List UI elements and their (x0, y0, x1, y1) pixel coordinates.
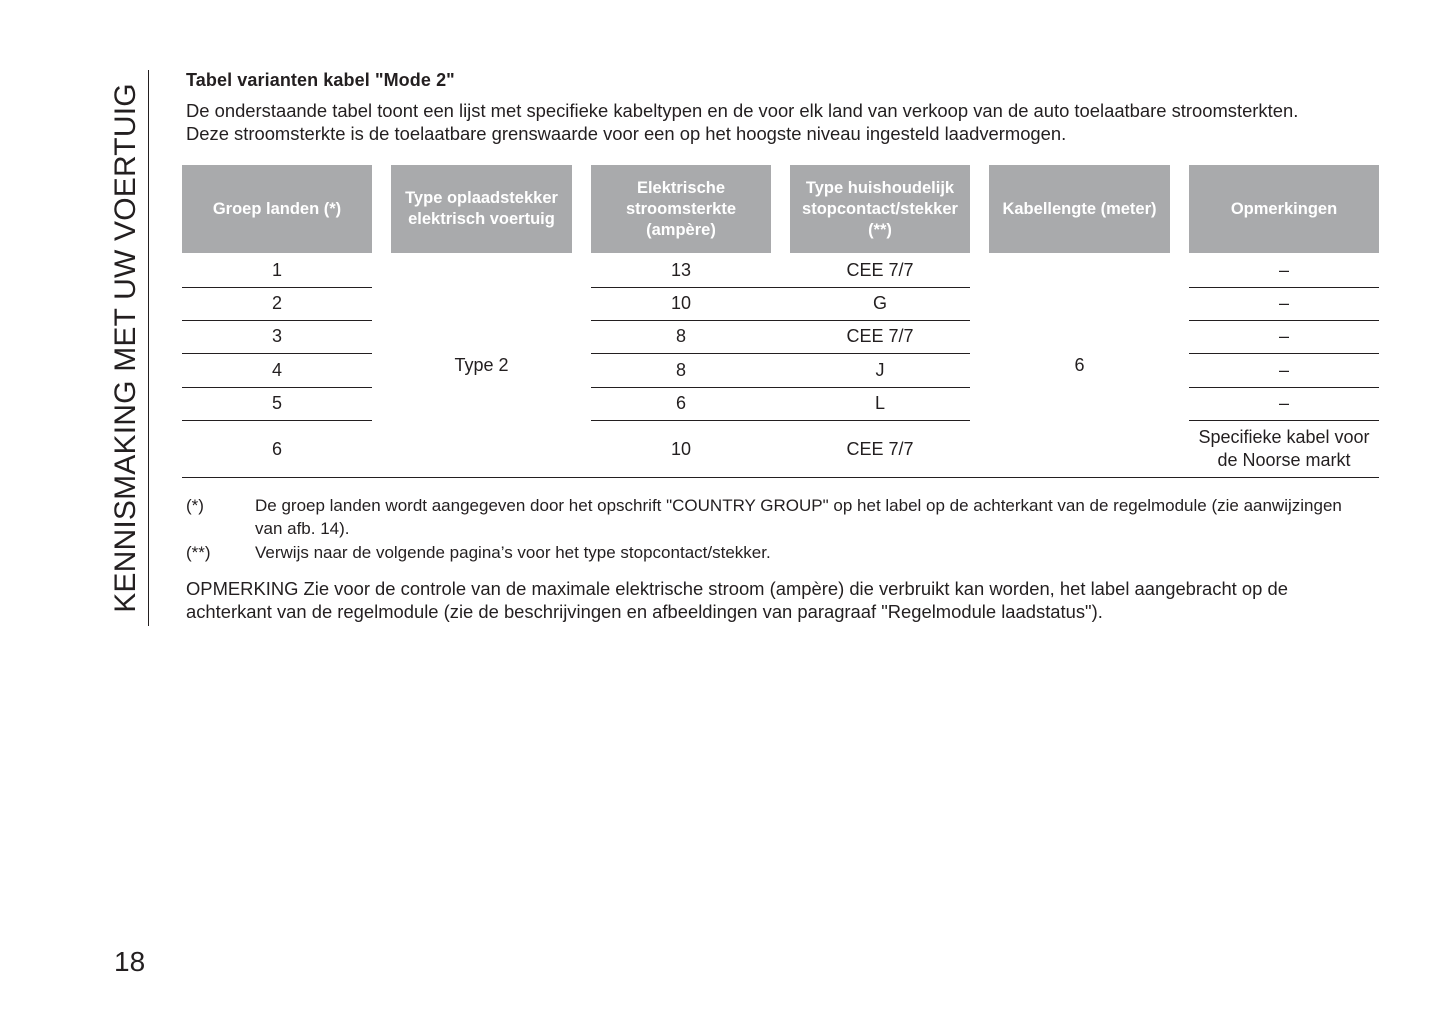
footnote-mark-2: (**) (186, 543, 211, 562)
header-connector-type: Type oplaadstekker elektrisch voertuig (391, 165, 572, 253)
remark-cell: – (1278, 293, 1289, 313)
intro-line-1: De onderstaande tabel toont een lijst met specifieke kabeltypen en de voor elk land van verkoop van de auto toelaatbare stroomsterkten. (186, 100, 1299, 121)
side-chapter-title-text: KENNISMAKING MET UW VOERTUIG (109, 83, 142, 613)
footnote-text-2: Verwijs naar de volgende pagina’s voor het type stopcontact/stekker. (255, 543, 771, 562)
remark-cell-norway: Specifieke kabel voor de Noorse markt (1198, 427, 1370, 470)
current-cell: 8 (675, 360, 686, 380)
socket-cell: CEE 7/7 (846, 260, 914, 280)
group-cell: 4 (271, 360, 282, 380)
section-title: Tabel varianten kabel "Mode 2" (186, 70, 455, 90)
header-current: Elektrische stroomsterkte (ampère) (591, 165, 771, 253)
header-cable-length: Kabellengte (meter) (989, 165, 1170, 253)
header-remarks: Opmerkingen (1189, 165, 1379, 253)
group-cell: 6 (271, 438, 282, 459)
remark-cell: – (1278, 393, 1289, 413)
remark-paragraph (186, 577, 1386, 623)
current-cell: 13 (670, 260, 692, 280)
cable-length-cell: 6 (1074, 355, 1085, 375)
side-chapter-title (104, 70, 149, 626)
current-cell: 8 (675, 326, 686, 346)
socket-cell: J (875, 360, 885, 380)
group-cell: 1 (271, 260, 282, 280)
group-cell: 3 (271, 326, 282, 346)
table-bottom-rule (182, 477, 1379, 478)
current-cell: 10 (670, 438, 692, 459)
header-country-group: Groep landen (*) (182, 165, 372, 253)
remark-line-1: OPMERKING Zie voor de controle van de maximale elektrische stroom (ampère) die verbruikt kan worden, het label aangebracht op de (186, 578, 1288, 599)
header-socket-type: Type huishoudelijk stopcontact/stekker (**) (790, 165, 970, 253)
intro-line-2: Deze stroomsterkte is de toelaatbare grenswaarde voor een op het hoogste niveau ingesteld laadvermogen. (186, 123, 1067, 144)
socket-cell: CEE 7/7 (846, 326, 914, 346)
socket-cell: L (874, 393, 885, 413)
socket-cell: CEE 7/7 (846, 438, 914, 459)
current-cell: 10 (670, 293, 692, 313)
group-cell: 2 (271, 293, 282, 313)
remark-cell: – (1278, 360, 1289, 380)
current-cell: 6 (675, 393, 686, 413)
intro-paragraph (186, 99, 1386, 145)
footnote-text-1: De groep landen wordt aangegeven door het opschrift "COUNTRY GROUP" op het label op de achterkant van de regelmodule (zie aanwijzingen van afb. 14). (255, 496, 1342, 538)
group-cell: 5 (271, 393, 282, 413)
remark-cell: – (1278, 260, 1289, 280)
remark-cell: – (1278, 326, 1289, 346)
remark-line-2: achterkant van de regelmodule (zie de beschrijvingen en afbeeldingen van paragraaf "Regelmodule laadstatus"). (186, 601, 1103, 622)
footnote-mark-1: (*) (186, 496, 204, 515)
connector-type-cell: Type 2 (454, 355, 509, 375)
socket-cell: G (872, 293, 887, 313)
page-number: 18 (114, 946, 146, 977)
